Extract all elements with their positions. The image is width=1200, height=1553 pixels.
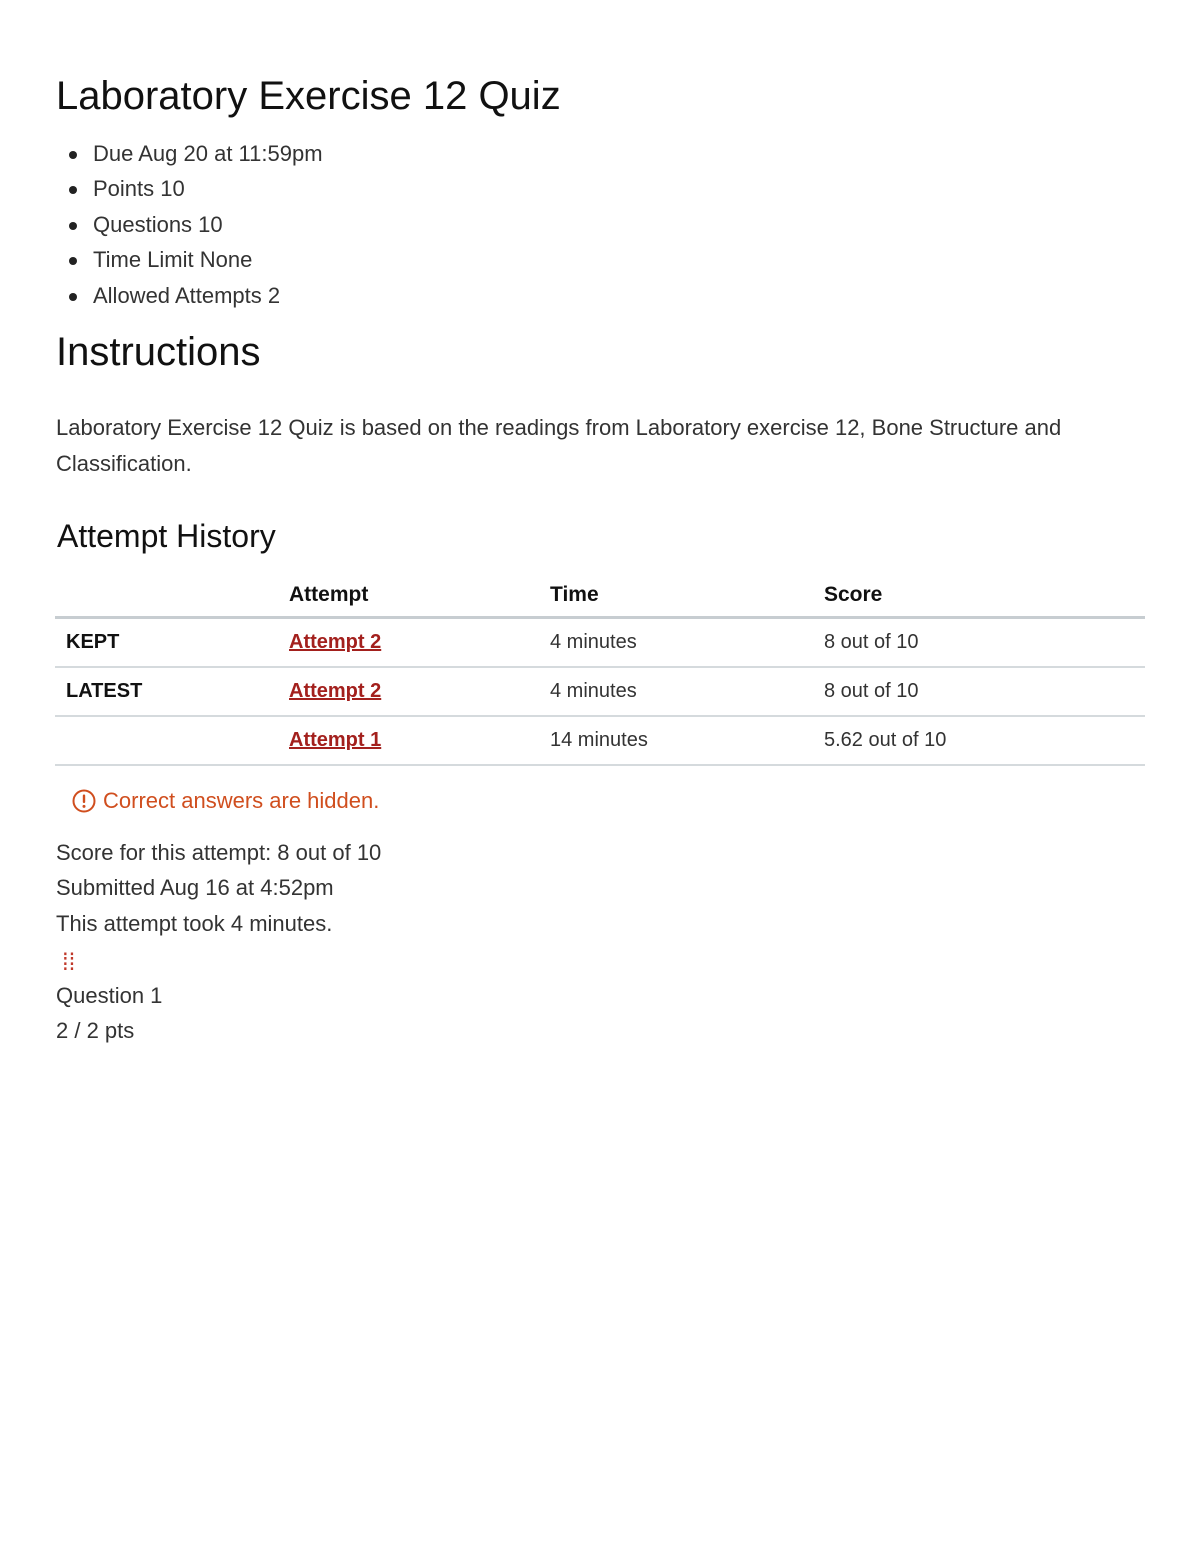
table-row bbox=[55, 618, 1145, 668]
attempt-status: KEPT bbox=[55, 618, 278, 668]
column-header-time: Time bbox=[539, 574, 813, 618]
attempt-score: 8 out of 10 bbox=[813, 618, 1145, 668]
drag-handle-icon[interactable]: ⁞⁞ bbox=[62, 949, 76, 976]
attempt-score: 8 out of 10 bbox=[813, 667, 1145, 716]
column-header-status bbox=[55, 574, 278, 618]
attempt-duration-text: This attempt took 4 minutes. bbox=[56, 910, 333, 936]
page-title: Laboratory Exercise 12 Quiz bbox=[56, 74, 561, 118]
attempt-submitted-text: Submitted Aug 16 at 4:52pm bbox=[56, 875, 334, 901]
attempt-score: 5.62 out of 10 bbox=[813, 716, 1145, 765]
attempt-status: LATEST bbox=[55, 667, 278, 716]
notice-text: Correct answers are hidden. bbox=[103, 788, 380, 813]
correct-answers-hidden-notice bbox=[72, 786, 379, 816]
warning-circle-icon bbox=[72, 789, 96, 813]
attempt-history-table bbox=[55, 574, 1145, 766]
attempt-cell bbox=[278, 667, 539, 716]
attempt-link[interactable]: Attempt 2 bbox=[289, 680, 382, 702]
attempt-summary bbox=[56, 835, 381, 941]
attempt-status bbox=[55, 716, 278, 765]
table-header-row bbox=[55, 574, 1145, 618]
question-header bbox=[56, 978, 162, 1049]
attempt-time: 4 minutes bbox=[539, 667, 813, 716]
attempt-time: 14 minutes bbox=[539, 716, 813, 765]
attempt-time: 4 minutes bbox=[539, 618, 813, 668]
attempt-link[interactable]: Attempt 1 bbox=[289, 729, 382, 751]
detail-due: Due Aug 20 at 11:59pm bbox=[56, 136, 323, 171]
detail-allowed-attempts: Allowed Attempts 2 bbox=[56, 278, 323, 313]
table-row bbox=[55, 667, 1145, 716]
attempt-history-heading: Attempt History bbox=[57, 518, 276, 554]
attempt-cell bbox=[278, 716, 539, 765]
detail-points: Points 10 bbox=[56, 171, 323, 206]
attempt-score-text: Score for this attempt: 8 out of 10 bbox=[56, 840, 382, 865]
question-label: Question 1 bbox=[56, 983, 163, 1008]
table-row bbox=[55, 716, 1145, 765]
column-header-attempt: Attempt bbox=[278, 574, 539, 618]
attempt-cell bbox=[278, 618, 539, 668]
instructions-text: Laboratory Exercise 12 Quiz is based on the readings from Laboratory exercise 12, Bone Structure and Classification. bbox=[56, 415, 1062, 476]
instructions-heading: Instructions bbox=[56, 330, 261, 374]
attempt-link[interactable]: Attempt 2 bbox=[289, 631, 382, 653]
question-points: 2 / 2 pts bbox=[56, 1018, 135, 1044]
detail-time-limit: Time Limit None bbox=[56, 242, 323, 277]
detail-questions: Questions 10 bbox=[56, 207, 323, 242]
quiz-details-list bbox=[56, 136, 323, 313]
column-header-score: Score bbox=[813, 574, 1145, 618]
